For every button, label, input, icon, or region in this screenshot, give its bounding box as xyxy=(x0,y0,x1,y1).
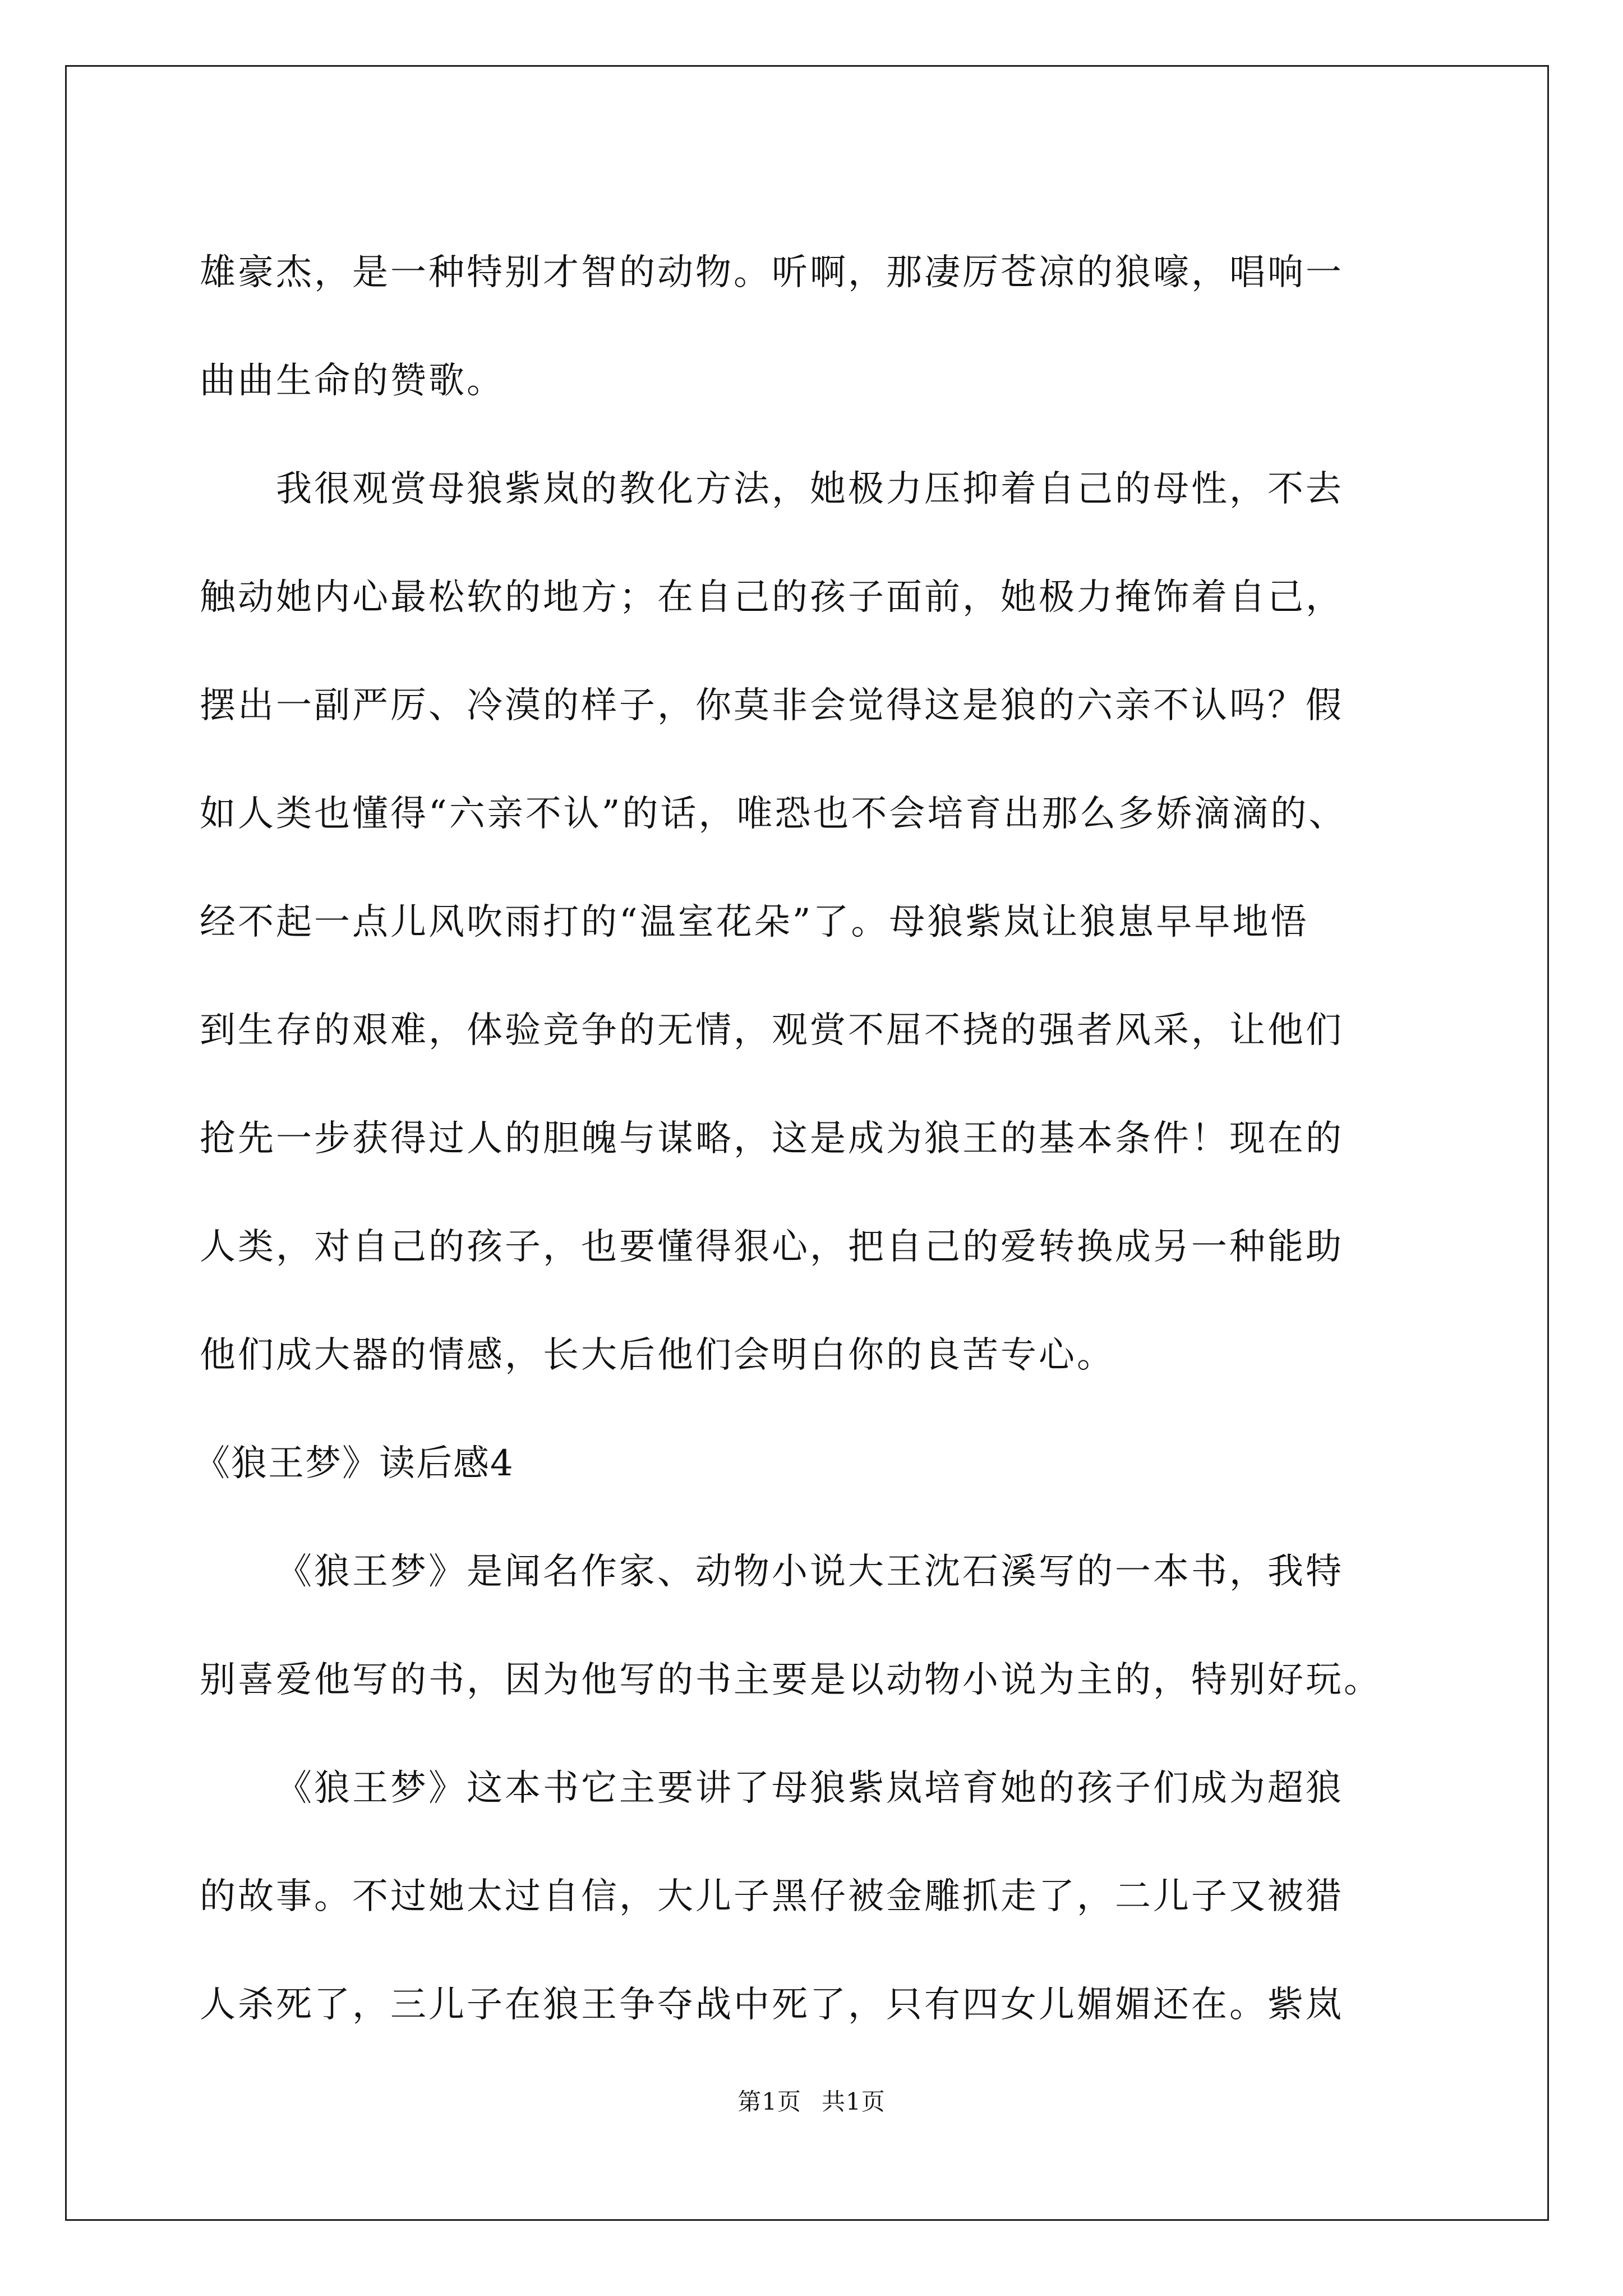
text-line: 触动她内心最松软的地方；在自己的孩子面前，她极力掩饰着自己， xyxy=(200,577,1344,618)
text-line: 别喜爱他写的书，因为他写的书主要是以动物小说为主的，特别好玩。 xyxy=(200,1659,1382,1701)
text-line: 雄豪杰，是一种特别才智的动物。听啊，那凄厉苍凉的狼嚎，唱响一 xyxy=(200,252,1344,293)
page-number: 第1页 xyxy=(737,2088,801,2115)
text-line: 曲曲生命的赞歌。 xyxy=(200,360,505,402)
document-body xyxy=(194,219,1422,2059)
text-line: 经不起一点儿风吹雨打的“温室花朵”了。母狼紫岚让狼崽早早地悟 xyxy=(200,901,1309,943)
text-line: 到生存的艰难，体验竞争的无情，观赏不屈不挠的强者风采，让他们 xyxy=(200,1010,1344,1051)
section-heading: 《狼王梦》读后感4 xyxy=(194,1443,514,1484)
paragraph-start: 《狼王梦》是闻名作家、动物小说大王沈石溪写的一本书，我特 xyxy=(276,1551,1344,1593)
text-line: 人杀死了，三儿子在狼王争夺战中死了，只有四女儿媚媚还在。紫岚 xyxy=(200,1984,1344,2026)
text-line: 他们成大器的情感，长大后他们会明白你的良苦专心。 xyxy=(200,1335,1115,1376)
text-line: 如人类也懂得“六亲不认”的话，唯恐也不会培育出那么多娇滴滴的、 xyxy=(200,793,1347,835)
text-line: 摆出一副严厉、冷漠的样子，你莫非会觉得这是狼的六亲不认吗？假 xyxy=(200,685,1344,726)
page-total: 共1页 xyxy=(822,2088,886,2115)
text-line: 的故事。不过她太过自信，大儿子黑仔被金雕抓走了，二儿子又被猎 xyxy=(200,1876,1344,1917)
page-footer xyxy=(0,2088,1623,2116)
text-line: 人类，对自己的孩子，也要懂得狠心，把自己的爱转换成另一种能助 xyxy=(200,1226,1344,1268)
paragraph-start: 《狼王梦》这本书它主要讲了母狼紫岚培育她的孩子们成为超狼 xyxy=(276,1768,1344,1809)
paragraph-start: 我很观赏母狼紫岚的教化方法，她极力压抑着自己的母性，不去 xyxy=(276,468,1344,510)
text-line: 抢先一步获得过人的胆魄与谋略，这是成为狼王的基本条件！现在的 xyxy=(200,1118,1344,1159)
